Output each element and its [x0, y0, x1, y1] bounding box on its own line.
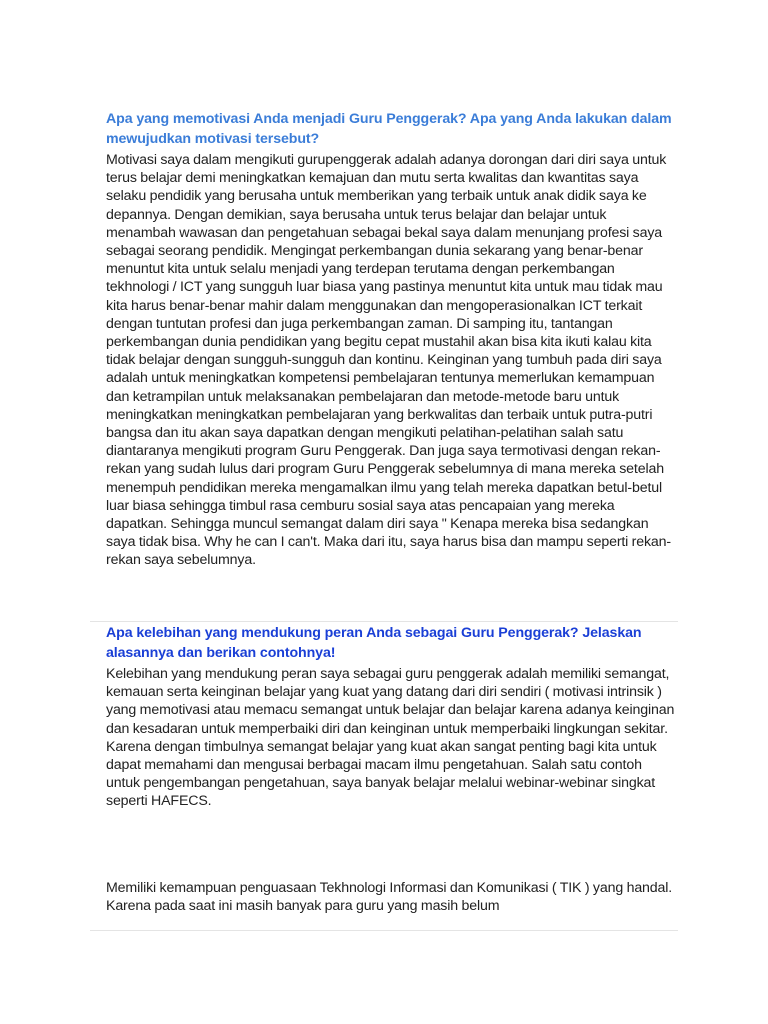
question-heading-strengths: Apa kelebihan yang mendukung peran Anda sebagai Guru Penggerak? Jelaskan alasannya dan berikan contohnya! — [106, 625, 642, 661]
section-divider — [90, 621, 678, 622]
section-motivation — [106, 110, 676, 570]
answer-paragraph-tik — [106, 879, 676, 915]
page-bottom-divider — [90, 930, 678, 931]
answer-paragraph-motivation: Motivasi saya dalam mengikuti gurupenggerak adalah adanya dorongan dari diri saya untuk terus belajar demi meningkatkan kemajuan dan mutu serta kwalitas dan kwantitas saya selaku pendidik yang berusaha untuk memberikan yang terbaik untuk anak didik saya ke depannya. Dengan demikian, saya berusaha untuk terus belajar dan belajar untuk menambah wawasan dan pengetahuan sebagai bekal saya dalam menunjang profesi saya sebagai seorang pendidik. Mengingat perkembangan dunia sekarang yang benar-benar menuntut kita untuk selalu menjadi yang terdepan terutama dengan perkembangan tekhnologi / ICT yang sungguh luar biasa yang pastinya menuntut kita untuk mau tidak mau kita harus benar-benar mahir dalam menggunakan dan mengoperasionalkan ICT terkait dengan tuntutan profesi dan juga perkembangan zaman. Di samping itu, tantangan perkembangan dunia pendidikan yang begitu cepat mustahil akan bisa kita ikuti kalau kita tidak belajar dengan sungguh-sungguh dan kontinu. Keinginan yang tumbuh pada diri saya adalah untuk meningkatkan kompetensi pembelajaran tentunya memerlukan kemampuan dan ketrampilan untuk melaksanakan pembelajaran dan metode-metode baru untuk meningkatkan meningkatkan pembelajaran yang berkwalitas dan terbaik untuk putra-putri bangsa dan itu akan saya dapatkan dengan mengikuti pelatihan-pelatihan salah satu diantaranya mengikuti program Guru Penggerak. Dan juga saya termotivasi dengan rekan-rekan yang sudah lulus dari program Guru Penggerak sebelumnya di mana mereka setelah menempuh pendidikan mereka mengamalkan ilmu yang telah mereka dapatkan betul-betul luar biasa sehingga timbul rasa cemburu sosial saya atas pencapaian yang mereka dapatkan. Sehingga muncul semangat dalam diri saya " Kenapa mereka bisa sedangkan saya tidak bisa. Why he can I can't. Maka dari itu, saya harus bisa dan mampu seperti rekan-rekan saya sebelumnya. — [106, 152, 671, 569]
answer-paragraph-strengths: Kelebihan yang mendukung peran saya sebagai guru penggerak adalah memiliki semangat, kemauan serta keinginan belajar yang kuat yang datang dari diri sendiri ( motivasi intrinsik ) yang memotivasi atau memacu semangat untuk belajar dan belajar karena adanya keinginan dan kesadaran untuk memperbaiki diri dan keinginan untuk memperbaiki lingkungan sekitar. Karena dengan timbulnya semangat belajar yang kuat akan sangat penting bagi kita untuk dapat memahami dan mengusai berbagai macam ilmu pengetahuan. Salah satu contoh untuk pengembangan pengetahuan, saya banyak belajar melalui webinar-webinar singkat seperti HAFECS. — [106, 666, 675, 810]
answer-paragraph-tik-text: Memiliki kemampuan penguasaan Tekhnologi Informasi dan Komunikasi ( TIK ) yang handal. Karena pada saat ini masih banyak para guru yang masih belum — [106, 880, 673, 915]
question-heading-motivation: Apa yang memotivasi Anda menjadi Guru Penggerak? Apa yang Anda lakukan dalam mewujudkan motivasi tersebut? — [106, 111, 672, 147]
section-strengths — [106, 624, 676, 811]
